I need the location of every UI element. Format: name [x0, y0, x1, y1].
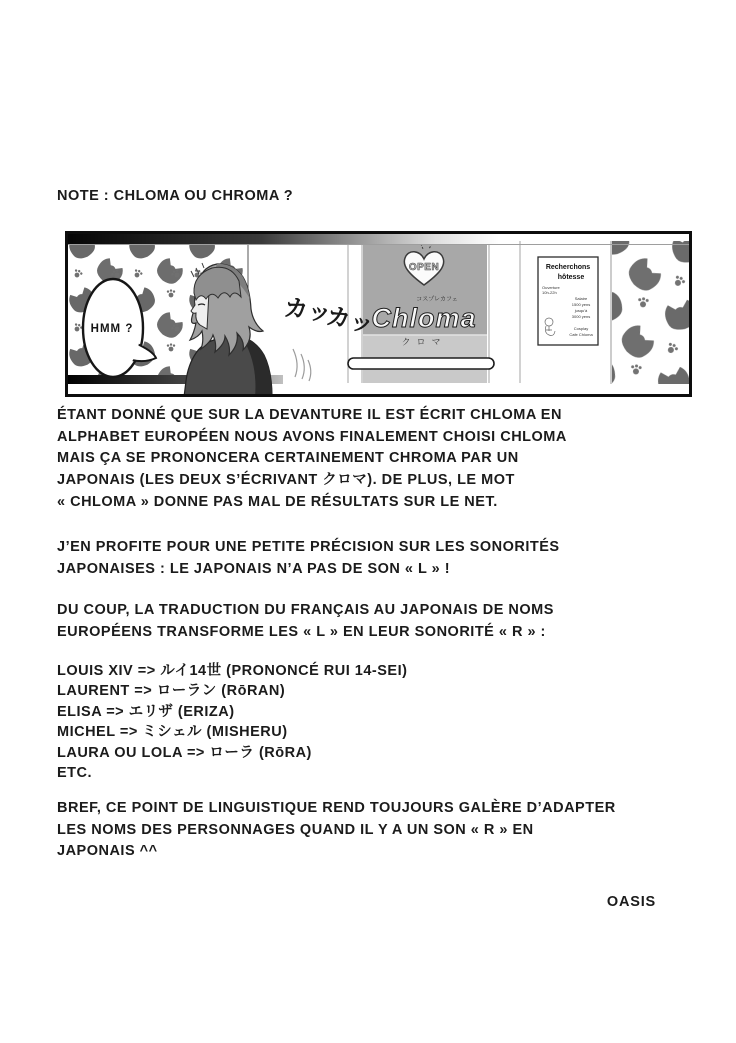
shop-kana-small: コスプレカフェ: [416, 297, 458, 303]
sfx-footstep-1: カッ: [282, 294, 334, 328]
poster-title-1: Recherchons: [545, 264, 591, 271]
list-item: LOUIS XIV => ルイ14世 (PRONONCÉ RUI 14-SEI): [57, 663, 408, 679]
manga-panel-art: [65, 231, 692, 397]
poster-salary-3: jusqu'à: [574, 308, 588, 313]
list-item: LAURENT => ローラン (RōRAN): [57, 683, 286, 700]
shop-name-sign: Chloma: [371, 303, 477, 333]
list-item: LAURA OU LOLA => ローラ (RōRA): [57, 744, 312, 761]
poster-salary-1: Salaire: [574, 296, 588, 301]
poster-hours-1: Ouverture: [542, 285, 560, 290]
text-line: LES NOMS DES PERSONNAGES QUAND IL Y A UN SON « R » EN: [57, 821, 534, 838]
shop-name-kana: クロマ: [401, 337, 447, 347]
text-line: JAPONAIS ^^: [57, 843, 158, 860]
sfx-footstep-2: カッ: [323, 302, 377, 339]
text-line: J’EN PROFITE POUR UNE PETITE PRÉCISION SUR LES SONORITÉS: [57, 539, 560, 555]
title-text: NOTE : CHLOMA OU CHROMA ?: [57, 188, 294, 204]
list-item: ELISA => エリザ (ERIZA): [57, 703, 235, 720]
poster-foot-1: Cosplay: [573, 326, 589, 331]
poster-hours-2: 10h-22h: [542, 290, 557, 295]
text-line: ÉTANT DONNÉ QUE SUR LA DEVANTURE IL EST ÉCRIT CHLOMA EN: [57, 407, 562, 423]
poster-salary-2: 1500 yens: [571, 302, 591, 307]
poster-salary-4: 3000 yens: [571, 314, 591, 319]
paragraph-chloma-choice: [57, 405, 567, 514]
text-line: JAPONAISES : LE JAPONAIS N’A PAS DE SON « L » !: [57, 560, 451, 577]
speech-bubble-text: HMM ?: [90, 323, 134, 335]
text-line: EUROPÉENS TRANSFORME LES « L » EN LEUR SONORITÉ « R » :: [57, 623, 546, 640]
door-handle: [348, 358, 494, 369]
poster-title-2: hôtesse: [557, 274, 585, 281]
text-line: JAPONAIS (LES DEUX S’ÉCRIVANT クロマ). DE PLUS, LE MOT: [57, 472, 515, 489]
list-item: MICHEL => ミシェル (MISHERU): [57, 724, 288, 741]
paragraph-sonorites: [57, 537, 560, 580]
paragraph-conclusion: [57, 798, 616, 863]
text-line: DU COUP, LA TRADUCTION DU FRANÇAIS AU JAPONAIS DE NOMS: [57, 602, 554, 618]
manga-panel: [65, 231, 692, 397]
page-title: [57, 186, 293, 208]
awning-shadow-band: [67, 233, 499, 244]
text-line: ALPHABET EUROPÉEN NOUS AVONS FINALEMENT CHOISI CHLOMA: [57, 428, 567, 445]
text-line: BREF, CE POINT DE LINGUISTIQUE REND TOUJOURS GALÈRE D’ADAPTER: [57, 800, 616, 816]
name-examples-list: [57, 661, 407, 783]
signature: OASIS: [606, 894, 656, 910]
open-sign-text: OPEN: [408, 262, 440, 273]
paragraph-traduction: [57, 600, 554, 643]
text-line: « CHLOMA » DONNE PAS MAL DE RÉSULTATS SUR LE NET.: [57, 493, 498, 510]
list-item: ETC.: [57, 765, 93, 782]
poster-foot-2: Cafe Chloma: [569, 332, 593, 337]
cat-pattern-wall-right: [612, 241, 689, 385]
text-line: MAIS ÇA SE PRONONCERA CERTAINEMENT CHROMA PAR UN: [57, 450, 519, 467]
sidewalk: [67, 384, 690, 395]
recruiting-poster: [538, 257, 598, 345]
